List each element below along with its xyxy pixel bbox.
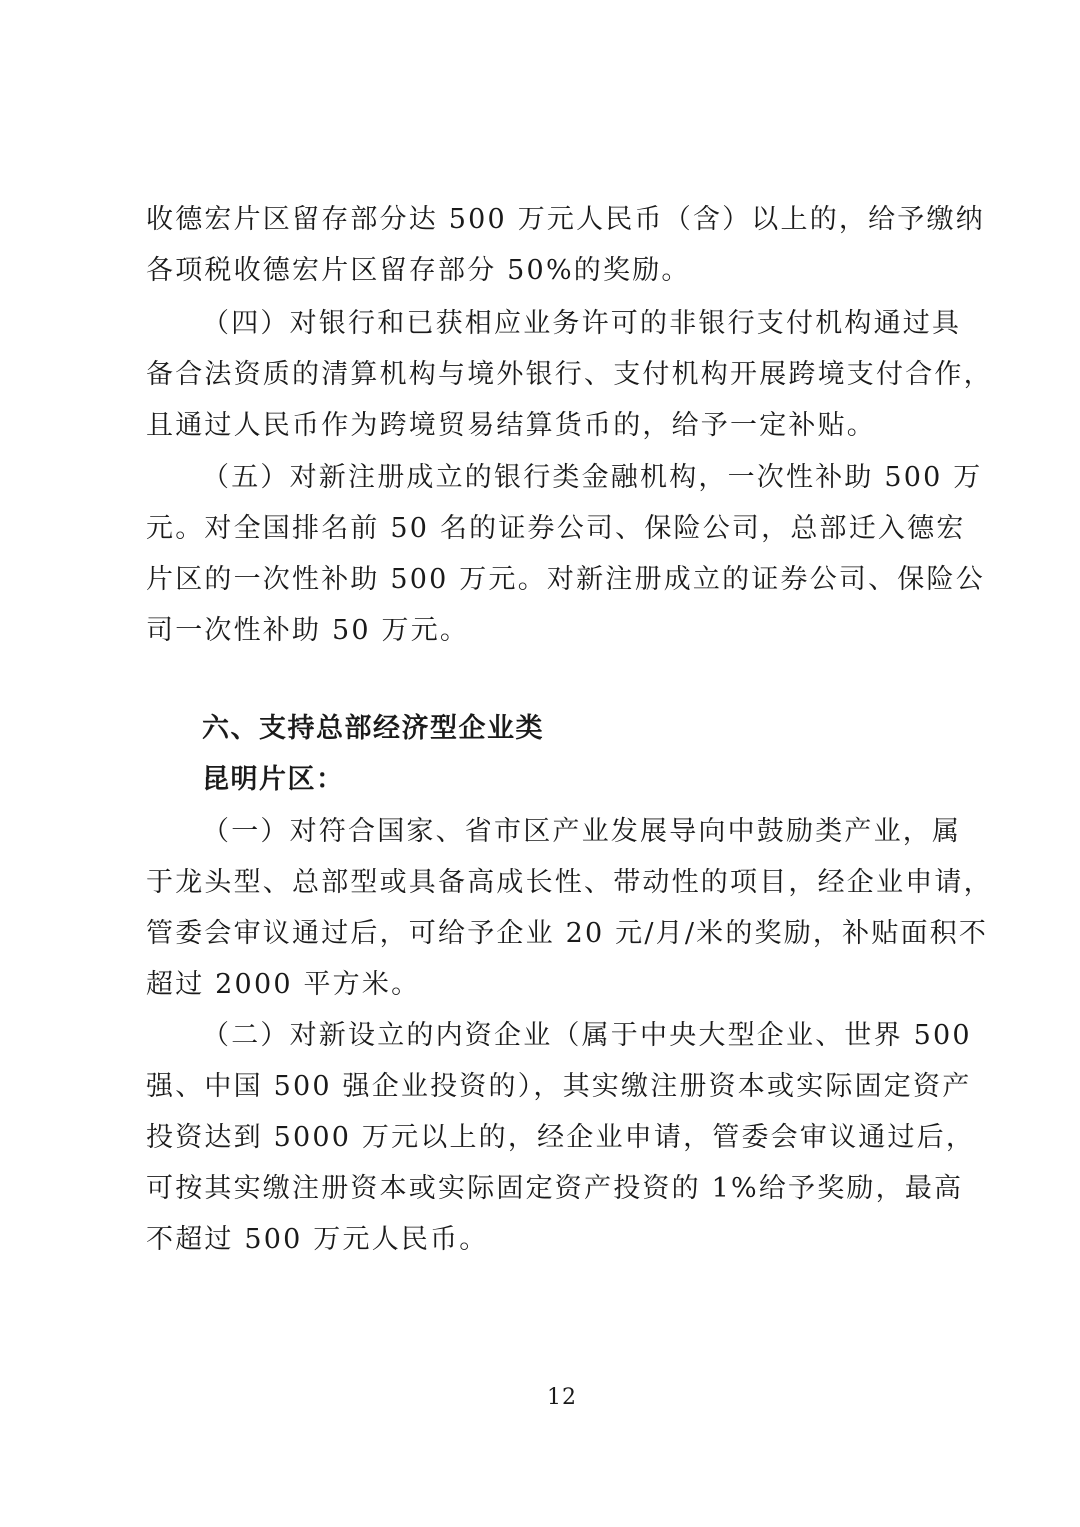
subheading: 昆明片区： xyxy=(202,764,345,795)
section-paragraph-2-line-1: （二）对新设立的内资企业（属于中央大型企业、世界 500 xyxy=(202,1020,972,1051)
page-number: 12 xyxy=(547,1385,577,1410)
paragraph-2-line-2: 备合法资质的清算机构与境外银行、支付机构开展跨境支付合作， xyxy=(146,359,993,390)
paragraph-3-line-4: 司一次性补助 50 万元。 xyxy=(146,615,470,646)
paragraph-2-line-1: （四）对银行和已获相应业务许可的非银行支付机构通过具 xyxy=(202,308,962,339)
section-paragraph-1-line-4: 超过 2000 平方米。 xyxy=(146,969,421,1000)
section-paragraph-2-line-5: 不超过 500 万元人民币。 xyxy=(146,1224,489,1255)
section-paragraph-2-line-4: 可按其实缴注册资本或实际固定资产投资的 1%给予奖励，最高 xyxy=(146,1173,964,1204)
paragraph-3-line-3: 片区的一次性补助 500 万元。对新注册成立的证券公司、保险公 xyxy=(146,564,985,595)
section-paragraph-2-line-2: 强、中国 500 强企业投资的），其实缴注册资本或实际固定资产 xyxy=(146,1071,972,1102)
section-paragraph-1-line-1: （一）对符合国家、省市区产业发展导向中鼓励类产业，属 xyxy=(202,816,962,847)
paragraph-1-line-1: 收德宏片区留存部分达 500 万元人民币（含）以上的，给予缴纳 xyxy=(146,204,985,235)
paragraph-2-line-3: 且通过人民币作为跨境贸易结算货币的，给予一定补贴。 xyxy=(146,410,876,441)
paragraph-1-line-2: 各项税收德宏片区留存部分 50%的奖励。 xyxy=(146,255,691,286)
paragraph-3-line-1: （五）对新注册成立的银行类金融机构，一次性补助 500 万 xyxy=(202,462,983,493)
section-paragraph-1-line-3: 管委会审议通过后，可给予企业 20 元/月/米的奖励，补贴面积不 xyxy=(146,918,989,949)
section-paragraph-2-line-3: 投资达到 5000 万元以上的，经企业申请，管委会审议通过后， xyxy=(146,1122,976,1153)
section-heading: 六、支持总部经济型企业类 xyxy=(202,713,544,744)
section-paragraph-1-line-2: 于龙头型、总部型或具备高成长性、带动性的项目，经企业申请， xyxy=(146,867,993,898)
paragraph-3-line-2: 元。对全国排名前 50 名的证券公司、保险公司，总部迁入德宏 xyxy=(146,513,966,544)
